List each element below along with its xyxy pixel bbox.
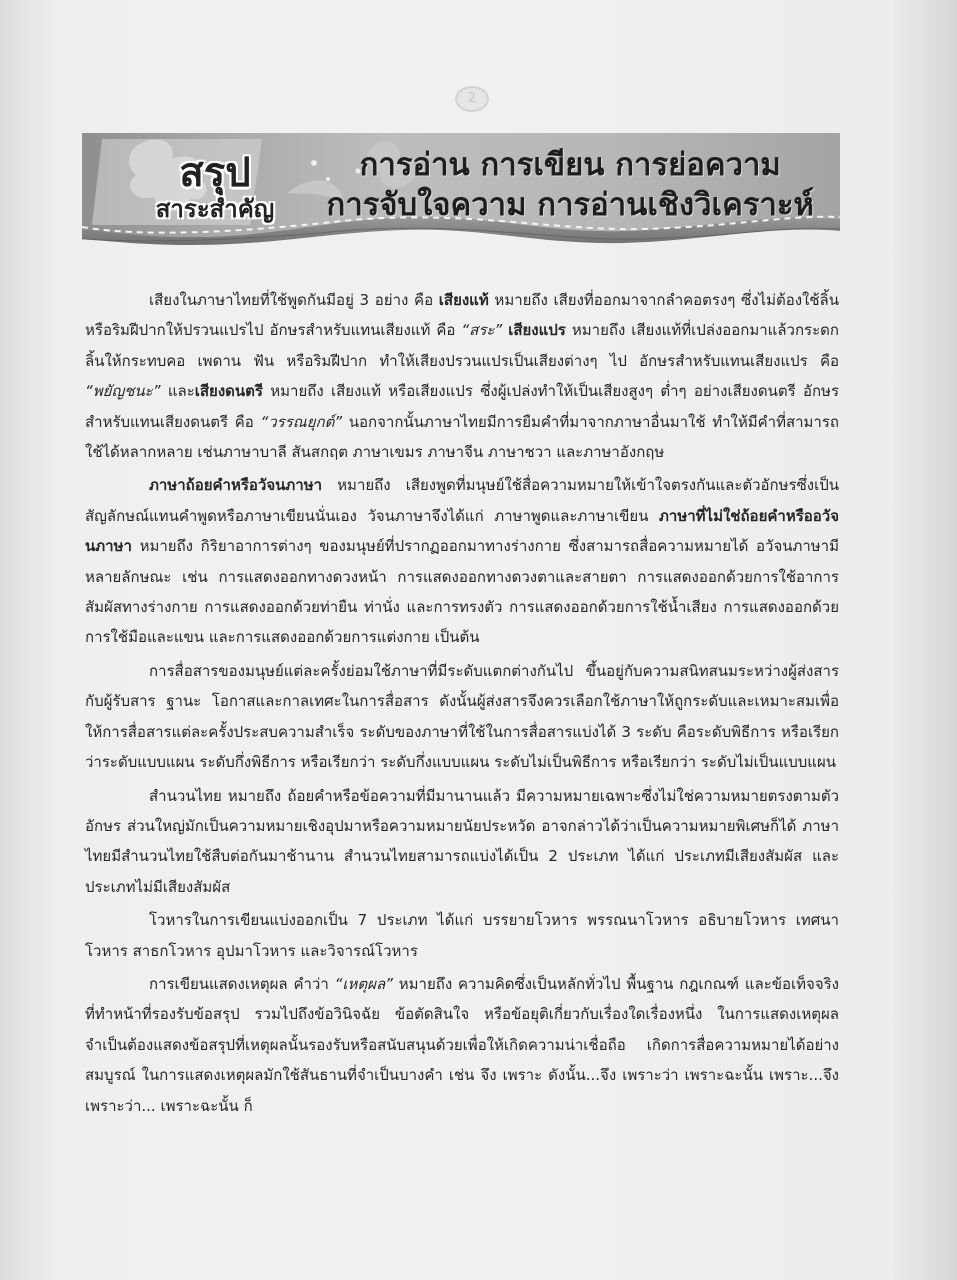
text-run: โวหารในการเขียนแบ่งออกเป็น 7 ประเภท ได้แก่ บรรยายโวหาร พรรณนาโวหาร อธิบายโวหาร เทศนาโวหาร สาธกโวหาร อุปมาโวหาร และวิจารณ์โวหาร [85,911,839,960]
chapter-title [327,145,814,225]
text-run: หมายถึง เสียงที่ออกมาจากลำคอตรงๆ ซึ่งไม่ต้องใช้ลิ้นหรือริมฝีปากให้ปรวนแปรไป อักษรสำหรับแทนเสียงแท้ คือ [85,291,840,340]
bold-term: เสียงแท้ [438,291,489,309]
bold-term: ภาษาที่ไม่ใช่ถ้อยคำหรืออวัจนภาษา [85,506,839,556]
text-run: สำนวนไทย หมายถึง ถ้อยคำหรือข้อความที่มีมานานแล้ว มีความหมายเฉพาะซึ่งไม่ใช่ความหมายตรงตามตัวอักษร ส่วนใหญ่มักเป็นความหมายเชิงอุปมาหรือความหมายนัยประหวัด อาจกล่าวได้ว่าเป็นความหมายพิเศษก็ได้ ภาษาไทยมีสำนวนไทยใช้สืบต่อกันมาช้านาน สำนวนไทยสามารถแบ่งได้เป็น 2 ประเภท ได้แก่ ประเภทมีเสียงสัมผัส และประเภทไม่มีเสียงสัมผัส [85,786,839,896]
paragraph-3 [85,656,839,778]
text-run: การเขียนแสดงเหตุผล คำว่า [149,974,335,993]
summary-main-text: สรุป [179,150,251,196]
text-run: นอกจากนั้นภาษาไทยมีการยืมคำที่มาจากภาษาอื่นมาใช้ ทำให้มีคำที่สามารถใช้ได้หลากหลาย เช่นภาษาบาลี สันสกฤต ภาษาเขมร ภาษาจีน ภาษาชวา และภาษาอังกฤษ [85,412,839,462]
text-run: หมายถึง กิริยาอาการต่างๆ ของมนุษย์ที่ปรากฏออกมาทางร่างกาย ซึ่งสามารถสื่อความหมายได้ อวัจนภาษามีหลายลักษณะ เช่น การแสดงออกทางดวงหน้า การแสดงออกทางดวงตาและสายตา การแสดงออกด้วยการใช้อาการสัมผัสทางร่างกาย การแสดงออกด้วยท่ายืน ท่านั่ง และการทรงตัว การแสดงออกด้วยการใช้น้ำเสียง การแสดงออกด้วยการใช้มือและแขน และการแสดงออกด้วยการแต่งกาย เป็นต้น [85,537,839,647]
text-run: เสียงในภาษาไทยที่ใช้พูดกันมีอยู่ 3 อย่าง คือ [149,291,439,309]
paragraph-1 [85,285,839,467]
text-run: หมายถึง เสียงแท้ หรือเสียงแปร ซึ่งผู้เปล่งทำให้เป็นเสียงสูงๆ ต่ำๆ อย่างเสียงดนตรี อักษรสำหรับแทนเสียงดนตรี คือ [85,382,839,431]
italic-term: “วรรณยุกต์” [260,412,343,431]
bold-term: เสียงดนตรี [194,382,263,401]
page-number-badge: 2 [455,86,489,112]
bold-term: เสียงแปร [508,321,566,340]
italic-term: “สระ” [461,321,503,340]
body-text [85,285,839,1121]
text-run: และ [160,382,195,401]
chapter-title-line-1: การอ่าน การเขียน การย่อความ [359,147,781,183]
text-run: หมายถึง เสียงพูดที่มนุษย์ใช้สื่อความหมายให้เข้าใจตรงกันและตัวอักษรซึ่งเป็นสัญลักษณ์แทนคำพูดหรือภาษาเขียนนั่นเอง วัจนภาษาจึงได้แก่ ภาษาพูดและภาษาเขียน [85,476,839,525]
chapter-title-line-2: การจับใจความ การอ่านเชิงวิเคราะห์ [326,187,814,223]
italic-term: “พยัญชนะ” [85,382,161,401]
text-run: หมายถึง ความคิดซึ่งเป็นหลักทั่วไป พื้นฐาน กฎเกณฑ์ และข้อเท็จจริงที่ทำหน้าที่รองรับข้อสรุป รวมไปถึงข้อวินิจฉัย ข้อตัดสินใจ หรือข้อยุติเกี่ยวกับเรื่องใดเรื่องหนึ่ง ในการแสดงเหตุผลจำเป็นต้องแสดงข้อสรุปที่เหตุผลนั้นรองรับหรือสนับสนุนด้วยเพื่อให้เกิดความน่าเชื่อถือ เกิดการสื่อความหมายได้อย่างสมบูรณ์ ในการแสดงเหตุผลมักใช้สันธานที่จำเป็นบางคำ เช่น จึง เพราะ ดังนั้น...จึง เพราะว่า เพราะฉะนั้น เพราะ...จึง เพราะว่า... เพราะฉะนั้น ก็ [85,974,840,1115]
chapter-banner [82,133,840,245]
italic-term: “เหตุผล” [334,974,393,993]
summary-label [140,150,290,223]
summary-sub-text: สาระสำคัญ [155,195,275,223]
bold-term: ภาษาถ้อยคำหรือวัจนภาษา [149,476,322,495]
paragraph-2 [85,470,839,652]
paragraph-6 [85,969,839,1121]
text-run: การสื่อสารของมนุษย์แต่ละครั้งย่อมใช้ภาษาที่มีระดับแตกต่างกันไป ขึ้นอยู่กับความสนิทสนมระหว่างผู้ส่งสารกับผู้รับสาร ฐานะ โอกาสและกาลเทศะในการสื่อสาร ดังนั้นผู้ส่งสารจึงควรเลือกใช้ภาษาให้ถูกระดับและเหมาะสมเพื่อให้การสื่อสารแต่ละครั้งประสบความสำเร็จ ระดับของภาษาที่ใช้ในการสื่อสารแบ่งได้ 3 ระดับ คือระดับพิธีการ หรือเรียกว่าระดับแบบแผน ระดับกึ่งพิธีการ หรือเรียกว่า ระดับกึ่งแบบแผน ระดับไม่เป็นพิธีการ หรือเรียกว่า ระดับไม่เป็นแบบแผน [85,661,839,772]
text-run: หมายถึง เสียงแท้ที่เปล่งออกมาแล้วกระดกลิ้นให้กระทบคอ เพดาน ฟัน หรือริมฝีปาก ทำให้เสียงปรวนแปรเป็นเสียงต่างๆ ไป อักษรสำหรับแทนเสียงแปร คือ [85,321,839,370]
paragraph-4 [85,781,839,903]
paragraph-5 [85,905,839,966]
